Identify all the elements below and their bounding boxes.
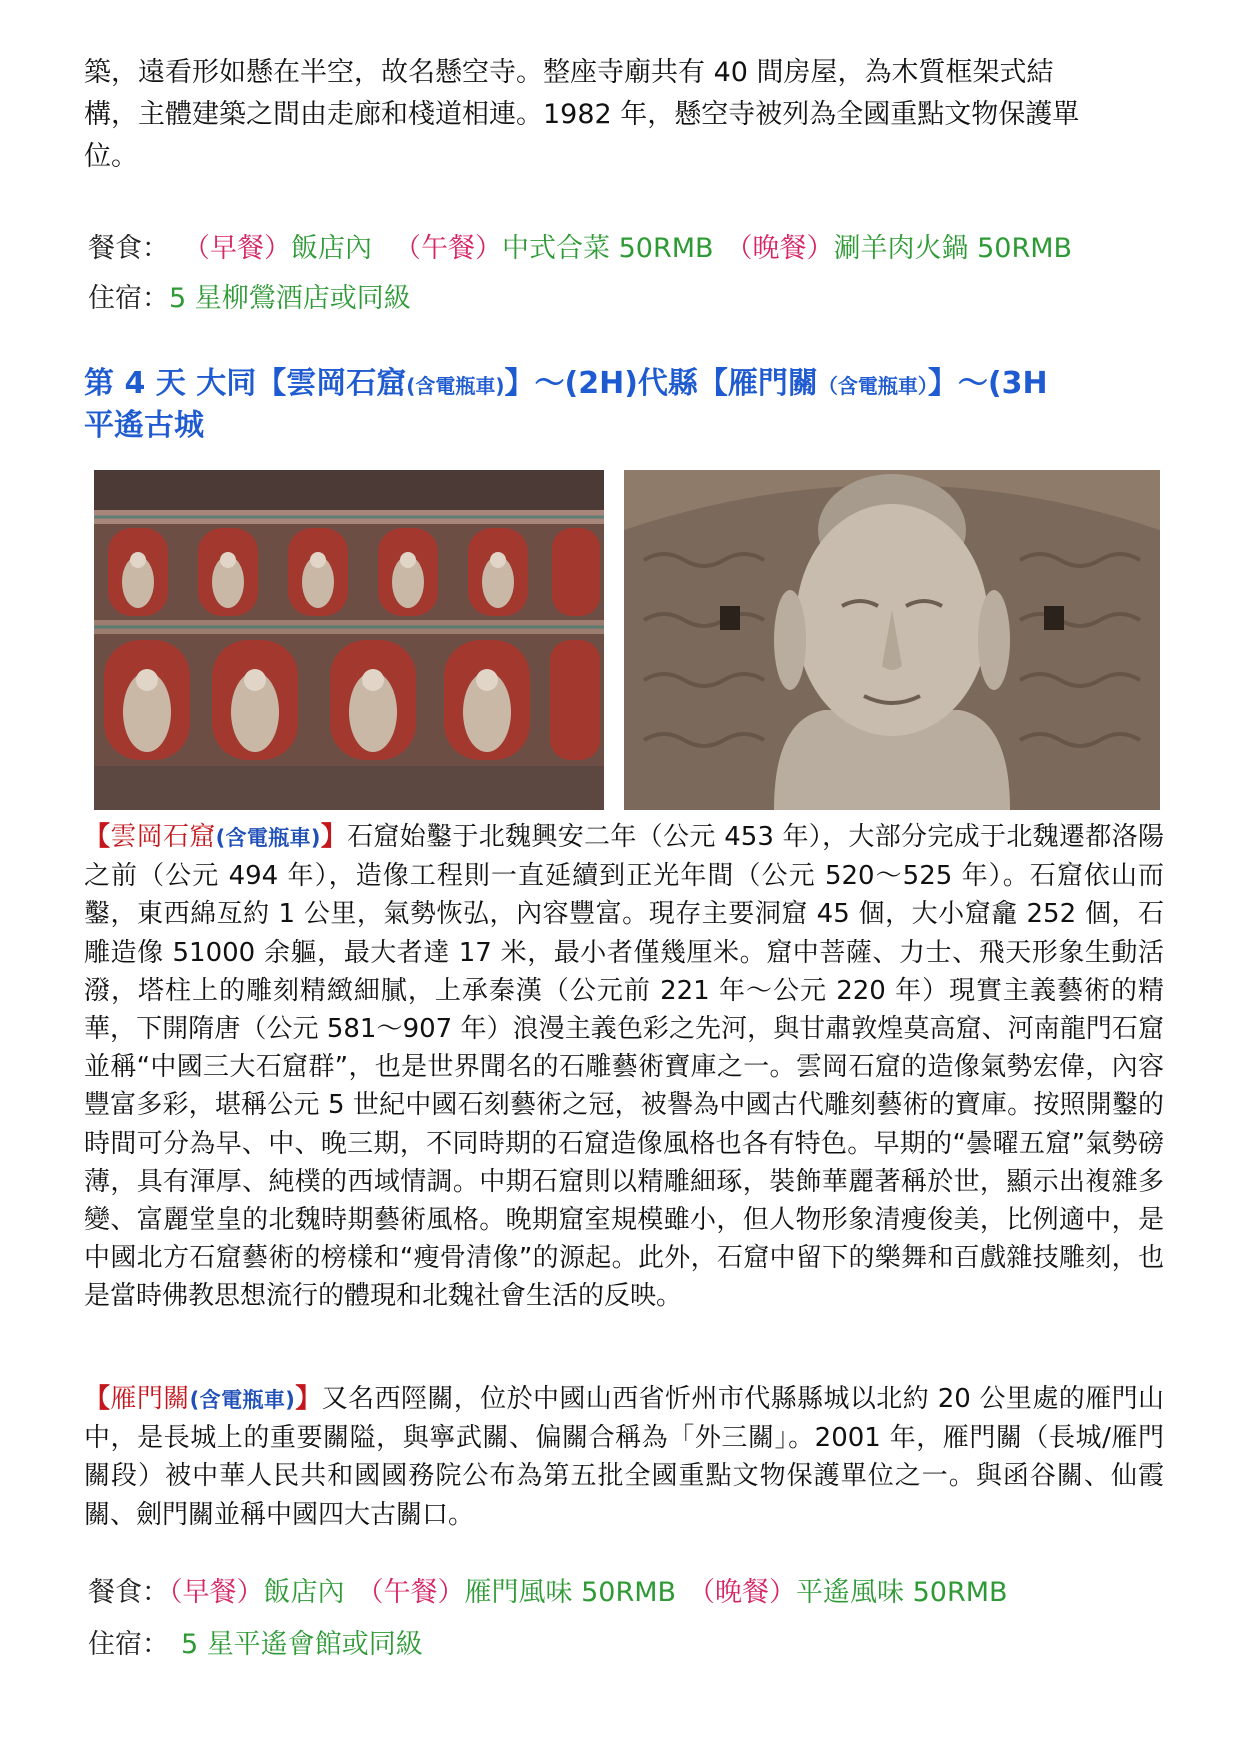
- stay-value: 5 星平遙會館或同級: [181, 1629, 423, 1660]
- day3-stay-line: [88, 276, 411, 315]
- breakfast-value: 飯店內: [291, 233, 372, 264]
- intro-line: 位。: [84, 141, 138, 172]
- stay-value: 5 星柳鶯酒店或同級: [169, 283, 411, 314]
- lunch-label: （午餐）: [356, 1577, 465, 1608]
- day3-meals-line: [88, 226, 1072, 265]
- dinner-value: 涮羊肉火鍋 50RMB: [833, 233, 1073, 264]
- attraction-text: 又名西陘關，位於中國山西省忻州市代縣縣城以北約 20 公里處的雁門山中，是長城上的重要關隘，與寧武關、偏關合稱為「外三關」。2001 年，雁門關（長城/雁門關段）被中華人民共和國國務院公布為第五批全國重點文物保護單位之一。與函谷關、仙霞關、劍門關並稱中國四大古關口。: [84, 1384, 1164, 1530]
- bracket-open: 【: [84, 822, 111, 852]
- dinner-value: 平遙風味 50RMB: [796, 1577, 1008, 1608]
- breakfast-label: （早餐）: [169, 1577, 264, 1608]
- day4-title-part: 第 4 天 大同【雲岡石窟: [84, 366, 407, 401]
- intro-line: 築，遠看形如懸在半空，故名懸空寺。整座寺廟共有 40 間房屋，為木質框架式結: [84, 57, 1054, 88]
- meals-label: 餐食：: [88, 233, 169, 264]
- bracket-close: 】: [320, 822, 348, 852]
- meals-label: 餐食：: [88, 1577, 169, 1608]
- lunch-value: 雁門風味 50RMB: [464, 1577, 677, 1608]
- day4-stay-line: [88, 1622, 423, 1661]
- stay-label: 住宿：: [88, 1629, 169, 1660]
- xuankong-intro-paragraph: [84, 52, 1164, 178]
- bracket-close: 】: [294, 1384, 322, 1414]
- day4-title-note: (含電瓶車): [406, 374, 505, 398]
- day4-title-part: 】～(2H)代縣【雁門關: [504, 366, 818, 401]
- yanmen-description: [84, 1380, 1164, 1534]
- great-buddha-photo: [624, 470, 1160, 810]
- day4-title-part: 平遙古城: [84, 408, 204, 443]
- attraction-name: 雲岡石窟: [110, 822, 216, 852]
- dinner-label: （晚餐）: [688, 1577, 797, 1608]
- day4-title-note: （含電瓶車）: [817, 374, 928, 398]
- day4-meals-line: [88, 1570, 1008, 1609]
- bracket-open: 【: [84, 1384, 111, 1414]
- breakfast-label: （早餐）: [183, 233, 291, 264]
- yungang-description: [84, 818, 1164, 1316]
- lunch-value: 中式合菜 50RMB: [502, 233, 714, 264]
- stay-label: 住宿：: [88, 283, 169, 314]
- attraction-name: 雁門關: [110, 1384, 190, 1414]
- breakfast-value: 飯店內: [263, 1577, 345, 1608]
- dinner-label: （晚餐）: [725, 233, 834, 264]
- yungang-grottoes-photo: [94, 470, 604, 810]
- attraction-note: (含電瓶車): [215, 826, 321, 850]
- intro-line: 構，主體建築之間由走廊和棧道相連。1982 年，懸空寺被列為全國重點文物保護單: [84, 99, 1080, 130]
- lunch-label: （午餐）: [394, 233, 502, 264]
- day4-title-part: 】～(3H: [927, 366, 1048, 401]
- attraction-text: 石窟始鑿于北魏興安二年（公元 453 年），大部分完成于北魏遷都洛陽之前（公元 494 年），造像工程則一直延續到正光年間（公元 520～525 年）。石窟依山而鑿，東西綿亙約 1 公里，氣勢恢弘，內容豐富。現存主要洞窟 45 個，大小窟龕 252 個，石雕造像 51000 余軀，最大者達 17 米，最小者僅幾厘米。窟中菩薩、力士、飛天形象生動活潑，塔柱上的雕刻精緻細膩，上承秦漢（公元前 221 年～公元 220 年）現實主義藝術的精華，下開隋唐（公元 581～907 年）浪漫主義色彩之先河，與甘肅敦煌莫高窟、河南龍門石窟並稱“中國三大石窟群”，也是世界聞名的石雕藝術寶庫之一。雲岡石窟的造像氣勢宏偉，內容豐富多彩，堪稱公元 5 世紀中國石刻藝術之冠，被譽為中國古代雕刻藝術的寶庫。按照開鑿的時間可分為早、中、晚三期，不同時期的石窟造像風格也各有特色。早期的“曇曜五窟”氣勢磅薄，具有渾厚、純樸的西域情調。中期石窟則以精雕細琢，裝飾華麗著稱於世，顯示出複雜多變、富麗堂皇的北魏時期藝術風格。晚期窟室規模雖小，但人物形象清瘦俊美，比例適中，是中國北方石窟藝術的榜樣和“瘦骨清像”的源起。此外，石窟中留下的樂舞和百戲雜技雕刻，也是當時佛教思想流行的體現和北魏社會生活的反映。: [84, 822, 1164, 1312]
- attraction-note: (含電瓶車): [189, 1388, 295, 1412]
- day4-heading: [84, 364, 1164, 446]
